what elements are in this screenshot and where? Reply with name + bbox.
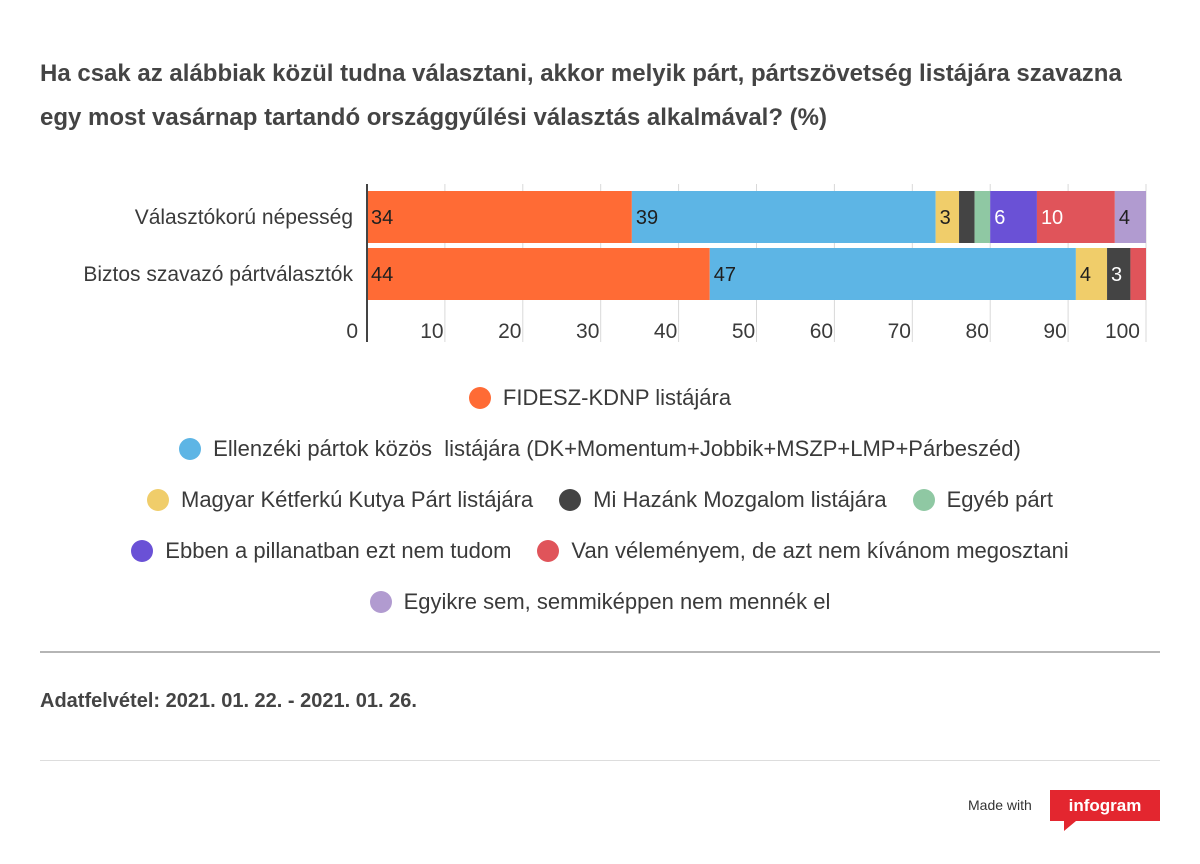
legend-row: [40, 474, 1160, 525]
category-label: Választókorú népesség: [134, 206, 353, 229]
legend-swatch: [559, 489, 581, 511]
tick-label: 20: [498, 320, 522, 343]
tick-label: 10: [420, 320, 444, 343]
legend-label: Egyéb párt: [946, 486, 1053, 512]
legend-item[interactable]: [913, 487, 1053, 513]
legend-swatch: [537, 540, 559, 562]
legend-item[interactable]: [469, 385, 731, 411]
tick-label: 100: [1104, 320, 1140, 343]
infogram-logo[interactable]: [1050, 790, 1160, 821]
tick-label: 50: [731, 320, 756, 343]
tick-label: 80: [965, 320, 989, 343]
data-label: 4: [1079, 264, 1092, 286]
legend-label: Van véleményem, de azt nem kívánom megosztani: [571, 537, 1069, 563]
tick-label: 90: [1043, 320, 1067, 343]
data-label: 39: [635, 207, 659, 229]
legend-item[interactable]: [179, 436, 1021, 462]
bar-segment: [975, 191, 991, 243]
bar-segment: [959, 191, 975, 243]
brand-name: infogram: [1068, 795, 1142, 815]
data-label: 4: [1118, 207, 1130, 229]
legend-label: Egyikre sem, semmiképpen nem mennék el: [403, 588, 831, 614]
legend-row: [40, 372, 1160, 423]
tick-label: 60: [809, 320, 834, 343]
data-label: 3: [1111, 264, 1123, 286]
data-label: 6: [994, 207, 1006, 229]
bar-segment: [632, 191, 936, 243]
legend-row: [40, 576, 1160, 627]
category-label: Biztos szavazó pártválasztók: [83, 263, 353, 286]
legend-label: Ellenzéki pártok közös listájára (DK+Momentum+Jobbik+MSZP+LMP+Párbeszéd): [213, 435, 1021, 461]
bar-segment: [710, 248, 1076, 300]
legend-swatch: [131, 540, 153, 562]
data-label: 3: [939, 207, 951, 229]
divider: [40, 651, 1160, 653]
legend-label: Mi Hazánk Mozgalom listájára: [593, 486, 887, 512]
chart-legend: [40, 372, 1160, 627]
data-label: 10: [1040, 207, 1064, 229]
legend-swatch: [179, 438, 201, 460]
legend-swatch: [147, 489, 169, 511]
made-with-label: Made with: [968, 797, 1032, 813]
legend-label: Magyar Kétferkú Kutya Párt listájára: [181, 486, 534, 512]
data-label: 47: [713, 264, 737, 286]
data-label: 34: [371, 207, 394, 229]
stacked-bar-chart: [0, 170, 1200, 350]
legend-row: [40, 525, 1160, 576]
legend-item[interactable]: [559, 487, 886, 513]
legend-swatch: [913, 489, 935, 511]
legend-item[interactable]: [131, 538, 511, 564]
chart-title: Ha csak az alábbiak közül tudna választani, akkor melyik párt, pártszövetség listájára szavazna egy most vasárnap tartandó országgyűlési választás alkalmával? (%): [40, 60, 1122, 131]
legend-item[interactable]: [370, 589, 831, 615]
legend-swatch: [370, 591, 392, 613]
bar-segment: [1130, 248, 1146, 300]
tick-label: 40: [653, 320, 678, 343]
data-label: 44: [371, 264, 394, 286]
tick-label: 30: [576, 320, 600, 343]
legend-item[interactable]: [147, 487, 533, 513]
divider: [40, 760, 1160, 761]
tick-label: 70: [887, 320, 911, 343]
legend-label: Ebben a pillanatban ezt nem tudom: [165, 537, 512, 563]
bar-segment: [367, 248, 710, 300]
bar-segment: [367, 191, 632, 243]
legend-label: FIDESZ-KDNP listájára: [502, 384, 732, 410]
legend-row: [40, 423, 1160, 474]
tick-label: 0: [346, 320, 358, 343]
infogram-logo-tail: [1064, 821, 1076, 831]
legend-item[interactable]: [537, 538, 1068, 564]
legend-swatch: [469, 387, 491, 409]
source-note: Adatfelvétel: 2021. 01. 22. - 2021. 01. 26.: [40, 690, 417, 712]
